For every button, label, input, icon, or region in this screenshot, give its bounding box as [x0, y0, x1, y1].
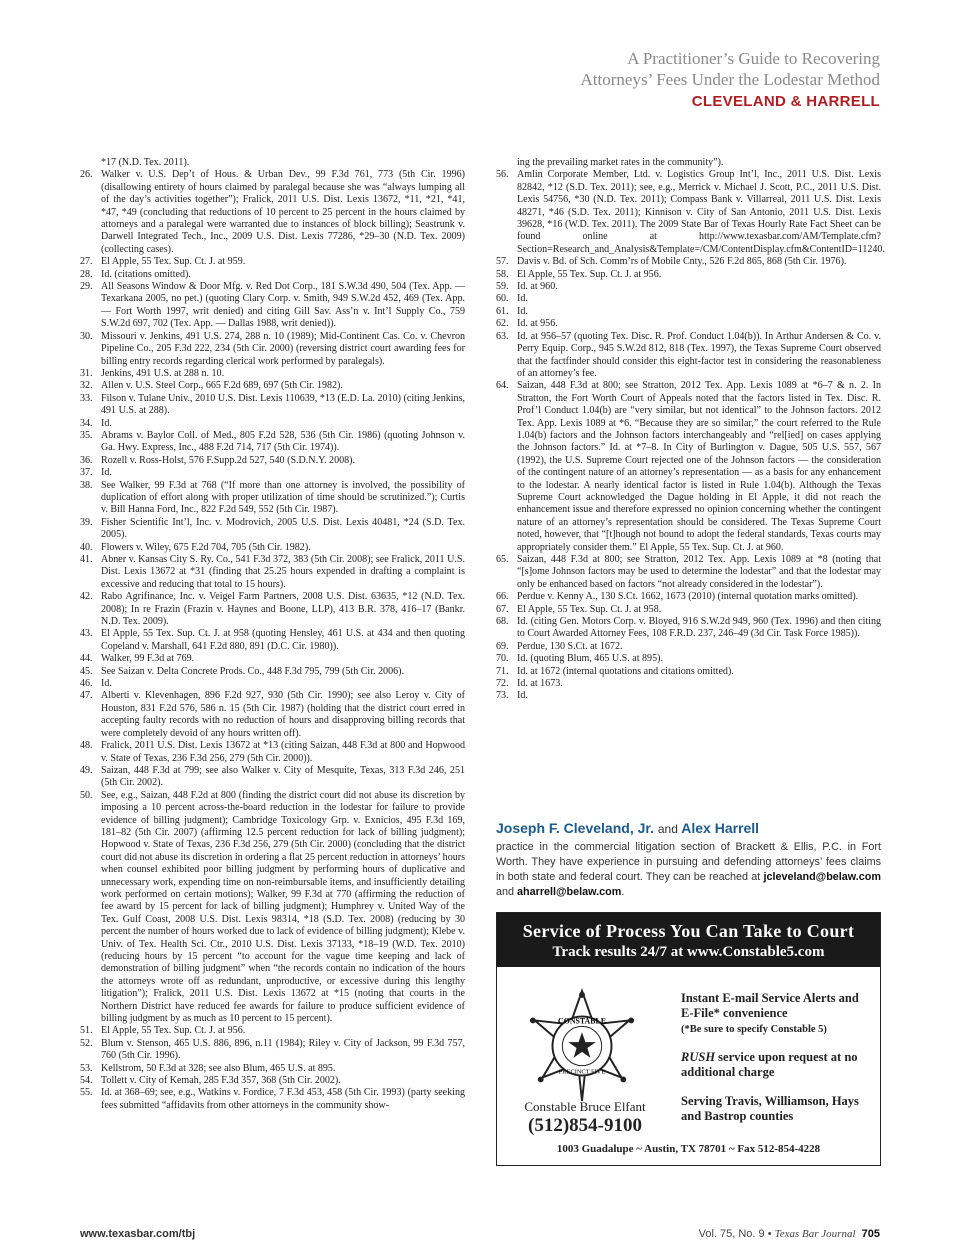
endnote-text: Davis v. Bd. of Sch. Comm’rs of Mobile Cnty., 526 F.2d 865, 868 (5th Cir. 1976). — [517, 256, 847, 268]
endnote — [80, 331, 465, 368]
header-title-line1: A Practitioner’s Guide to Recovering — [627, 49, 880, 68]
running-header — [581, 48, 880, 110]
endnote-text: Id. — [517, 305, 528, 317]
endnote-text: Id. (quoting Blum, 465 U.S. at 895). — [517, 653, 663, 665]
email-link[interactable]: jcleveland@belaw.com — [763, 871, 881, 883]
endnote-text: Perdue v. Kenny A., 130 S.Ct. 1662, 1673 (2010) (internal quotation marks omitted). — [517, 591, 859, 603]
feature-counties: Serving Travis, Williamson, Hays and Bastrop counties — [681, 1094, 859, 1123]
endnote-number: 49. — [80, 764, 93, 776]
feature-rush-service — [681, 1050, 871, 1080]
endnote-continuation: *17 (N.D. Tex. 2011). — [101, 157, 190, 168]
endnote — [80, 418, 465, 430]
bio-end: . — [621, 886, 625, 898]
endnote — [496, 554, 881, 591]
endnote-text: El Apple, 55 Tex. Sup. Ct. J. at 956. — [517, 268, 662, 280]
endnote — [80, 380, 465, 392]
endnote-text: Saizan, 448 F.3d at 800; see Stratton, 2012 Tex. App. Lexis 1089 at *6–7 & n. 2. In Stratton, the Fort Worth Court of Appeals noted that the factors listed in Tex. Disc. R. Prof’l Conduct 1.04(b) are “very similar, but not identical” to the Johnson factors. 2012 Tex. App. Lexis 1089 at *6. “Because they are so similar,” the court referred to the Rule 1.04(b) factors and the Johnson factors interchangeably and “rel[ied] on cases applying the Johnson factors.” Id. at *7–8. In City of Burlington v. Dague, 505 U.S. 557, 567 (1992), the U.S. Supreme Court rejected one of the Johnson factors — the consideration of the contingent nature of an attorney’s representation — as a basis for any enhancement to the lodestar. A nearly identical factor is listed in Rule 1.04(b). Although the Texas Supreme Court acknowledged the Dague holding in El Apple, it did not reach the enhancement issue and therefore expressed no opinion concerning whether the contingent nature of an attorney’s representation should be considered. The Texas Supreme Court noted, however, that “[t]hough not bound to adopt the federal standards, Texas courts may appropriately consider them.” El Apple, 55 Tex. Sup. Ct. J. at 960. — [517, 380, 881, 553]
endnote-number: 72. — [496, 678, 509, 690]
endnote-number: 67. — [496, 603, 509, 615]
endnote-number: 29. — [80, 281, 93, 293]
endnote — [496, 269, 881, 281]
endnote-number: 39. — [80, 516, 93, 528]
endnote-text: Id. at 956–57 (quoting Tex. Disc. R. Prof. Conduct 1.04(b)). In Arthur Andersen & Co. v. Perry Equip. Corp., 945 S.W.2d 812, 818 (Tex. 1997), the Texas Supreme Court observed that the factfinder should consider this eight-factor test in considering the reasonableness of an attorney’s fee. — [517, 330, 881, 379]
endnote-text: Fralick, 2011 U.S. Dist. Lexis 13672 at *13 (citing Saizan, 448 F.3d at 800 and Hopwood v. State of Texas, 236 F.3d 256, 279 (5th Cir. 2000)). — [101, 740, 465, 764]
author-and: and — [657, 822, 678, 836]
endnote-text: Id. at 1672 (internal quotations and citations omitted). — [517, 665, 734, 677]
phone-number[interactable]: (512)854-9100 — [528, 1115, 642, 1136]
feature-email-alerts — [681, 991, 871, 1037]
endnote-text: Id. — [101, 467, 112, 479]
endnote-number: 45. — [80, 665, 93, 677]
endnote — [80, 256, 465, 268]
endnote — [80, 455, 465, 467]
endnote-text: Rabo Agrifinance, Inc. v. Veigel Farm Partners, 2008 U.S. Dist. 63635, *12 (N.D. Tex. 2008); In re Frazin (Frazin v. Haynes and Boone, LLP), 413 B.R. 378, 416–17 (Bankr. N.D. Tex. 2009). — [101, 591, 465, 628]
ad-headline: Service of Process You Can Take to Court — [522, 921, 855, 941]
endnote — [496, 380, 881, 554]
endnote-number: 34. — [80, 417, 93, 429]
endnote — [496, 293, 881, 305]
footer-page-info — [699, 1228, 880, 1240]
endnote — [80, 480, 465, 517]
footer-journal: Texas Bar Journal — [774, 1228, 856, 1240]
endnote-text: Abrams v. Baylor Coll. of Med., 805 F.2d 528, 536 (5th Cir. 1986) (quoting Johnson v. Ga. Hwy. Express, Inc., 488 F.2d 714, 717 (5th Cir. 1974)). — [101, 429, 465, 454]
endnote-number: 27. — [80, 256, 93, 268]
bio-joiner: and — [496, 886, 515, 898]
endnote-number: 50. — [80, 789, 93, 801]
endnote — [496, 591, 881, 603]
endnote — [496, 616, 881, 641]
endnote-text: Saizan, 448 F.3d at 800; see Stratton, 2012 Tex. App. Lexis 1089 at *8 (noting that “[s]ome Johnson factors may be used to determine the lodestar” and that the lodestar may only be enhanced based on factors “not already considered in the lodestar”). — [517, 554, 881, 590]
endnotes-left-column — [80, 157, 465, 1112]
endnote-number: 41. — [80, 554, 93, 565]
endnote-text: Walker, 99 F.3d at 769. — [101, 653, 195, 665]
email-link[interactable]: aharrell@belaw.com — [517, 886, 622, 898]
bio-body: practice in the commercial litigation section of Brackett & Ellis, P.C. in Fort Worth. They have experience in pursuing and defending attorneys’ fees claims in both state and federal court. They can be reached at — [496, 841, 881, 883]
endnote-number: 55. — [80, 1087, 93, 1099]
endnote-text: Jenkins, 491 U.S. at 288 n. 10. — [101, 367, 225, 379]
page-number: 705 — [861, 1228, 880, 1240]
endnote-number: 36. — [80, 454, 93, 466]
ad-banner — [497, 913, 880, 967]
constable-advertisement — [496, 912, 881, 1166]
endnote-number: 56. — [496, 169, 509, 181]
endnote — [80, 666, 465, 678]
constable-star-badge-icon — [523, 987, 641, 1105]
constable-name: Constable Bruce Elfant — [524, 1099, 646, 1114]
endnote-number: 33. — [80, 392, 93, 404]
endnote — [80, 467, 465, 479]
endnote — [80, 269, 465, 281]
endnote-number: 59. — [496, 281, 509, 293]
endnote-number: 71. — [496, 665, 509, 677]
header-title-line2: Attorneys’ Fees Under the Lodestar Method — [580, 70, 880, 89]
endnote — [80, 554, 465, 591]
endnote — [80, 1025, 465, 1037]
endnote-number: 44. — [80, 653, 93, 665]
endnote-text: Kellstrom, 50 F.3d at 328; see also Blum, 465 U.S. at 895. — [101, 1062, 336, 1074]
endnote-text: Id. (citing Gen. Motors Corp. v. Bloyed, 916 S.W.2d 949, 960 (Tex. 1996) and then citing to Court Awarded Attorney Fees, 108 F.R.D. 237, 246–49 (3d Cir. Task Force 1985)). — [517, 616, 881, 640]
badge-top-text: CONSTABLE — [558, 1016, 606, 1026]
endnote-text: Id. at 956. — [517, 318, 558, 330]
endnote — [80, 542, 465, 554]
footer-volume: Vol. 75, No. 9 — [698, 1228, 765, 1240]
endnote-text: See Saizan v. Delta Concrete Prods. Co., 448 F.3d 795, 799 (5th Cir. 2006). — [101, 665, 404, 677]
footer-url[interactable]: www.texasbar.com/tbj — [80, 1228, 196, 1240]
author-name: Joseph F. Cleveland, Jr. — [496, 820, 654, 836]
endnote-number: 57. — [496, 256, 509, 268]
endnote-number: 37. — [80, 467, 93, 479]
endnote — [496, 331, 881, 381]
endnote — [80, 628, 465, 653]
endnote-number: 42. — [80, 591, 93, 603]
header-authors: CLEVELAND & HARRELL — [691, 93, 880, 110]
endnote-text: Fisher Scientific Int’l, Inc. v. Modrovich, 2005 U.S. Dist. Lexis 40481, *24 (S.D. Tex. 2005). — [101, 516, 465, 541]
endnote-text: Filson v. Tulane Univ., 2010 U.S. Dist. Lexis 110639, *13 (E.D. La. 2010) (citing Jenkins, 491 U.S. at 288). — [101, 392, 465, 417]
endnotes-right-column — [496, 157, 885, 703]
endnote-number: 65. — [496, 554, 509, 565]
endnote-number: 70. — [496, 653, 509, 665]
endnote-number: 66. — [496, 591, 509, 603]
endnote — [496, 678, 881, 690]
endnote-number: 47. — [80, 690, 93, 702]
endnote-number: 62. — [496, 318, 509, 330]
endnote-number: 60. — [496, 293, 509, 305]
feature-note: (*Be sure to specify Constable 5) — [681, 1024, 827, 1035]
endnote-number: 73. — [496, 690, 509, 702]
endnote-text: El Apple, 55 Tex. Sup. Ct. J. at 958. — [517, 603, 662, 615]
endnote-text: Saizan, 448 F.3d at 799; see also Walker v. City of Mesquite, Texas, 313 F.3d 246, 251 (5th Cir. 2002). — [101, 764, 465, 789]
endnote-text: Rozell v. Ross-Holst, 576 F.Supp.2d 527, 540 (S.D.N.Y. 2008). — [101, 454, 356, 466]
endnote-number: 30. — [80, 330, 93, 342]
endnote — [80, 790, 465, 1026]
endnote-text: See, e.g., Saizan, 448 F.2d at 800 (finding the district court did not abuse its discretion by imposing a 10 percent across-the-board reduction in the lodestar for failure to provide evidence of billing judgment); Cambridge Toxicology Grp. v. Exnicios, 495 F.3d 169, 181–82 (5th Cir. 2007) (affirming 12.5 percent reduction for lack of billing judgment); Hopwood v. State of Texas, 236 F.3d 256, 279 (5th Cir. 2000) (concluding that the district court did not abuse its discretion in ordering a flat 25 percent reduction in attorneys’ hours when counsel exhibited poor billing judgment by performing hours of duplicative and unnecessary work, expending time on non-reimbursable items, and insufficiently detailing work performed on certain motions); Walker, 99 F.3d at 770 (affirming the reduction of fee award by 15 percent for lack of billing judgment); Humphrey v. United Way of the Tex. Gulf Coast, 2008 U.S. Dist. Lexis 98314, *18 (S.D. Tex. 2008) (reducing by 30 percent the number of hours worked due to lack of evidence of billing judgment); Klebe v. Univ. of Tex. Health Sci. Ctr., 2010 U.S. Dist. Lexis 37133, *18–19 (W.D. Tex. 2010) (reducing hours by 15 percent “to account for the vague time keeping and lack of demonstration of billing judgment” when “the records contain no indication of the hours the attorneys wrote off as redundant, unproductive, or excessive during this lengthy litigation”); Fralick, 2011 U.S. Dist. Lexis 13672 at *15 (noting that courts in the Northern District have reduced fee awards for failure to produce sufficient evidence of billing judgment by as much as 10 percent to 15 percent). — [101, 789, 465, 1025]
endnote — [496, 281, 881, 293]
endnote — [80, 281, 465, 331]
endnote-number: 54. — [80, 1075, 93, 1087]
endnote-text: All Seasons Window & Door Mfg. v. Red Dot Corp., 181 S.W.3d 490, 504 (Tex. App. — Texarkana 2005, no pet.) (quoting Clary Corp. v. Smith, 949 S.W.2d 452, 469 (Tex. App. — Fort Worth 1997, writ denied) and citing Gill Sav. Ass’n v. Int’l Supply Co., 759 S.W.2d 697, 702 (Tex. App. — Dallas 1988, writ denied)). — [101, 281, 465, 330]
endnote-number: 63. — [496, 330, 509, 342]
endnote — [496, 666, 881, 678]
endnote — [80, 517, 465, 542]
endnote-text: Abner v. Kansas City S. Ry. Co., 541 F.3d 372, 383 (5th Cir. 2008); see Fralick, 2011 U.S. Dist. Lexis 13672 at *31 (finding that 25.25 hours expended in drafting a complaint is excessive and reducing that total to 15 hours). — [101, 554, 465, 590]
endnote — [80, 690, 465, 740]
endnote-text: Perdue, 130 S.Ct. at 1672. — [517, 640, 623, 652]
endnote-text: Walker v. U.S. Dep’t of Hous. & Urban Dev., 99 F.3d 761, 773 (5th Cir. 1996) (disallowing entirety of hours claimed by paralegal because she was “always lumping all of the day’s activities together”); Fralick, 2011 U.S. Dist. Lexis 13672, *11, *21, *41, *47, *49 (concluding that reductions of 10 percent to 25 percent in the hours claimed by attorneys and a paralegal were warranted due to instances of block billing); Seastrunk v. Darwell Integrated Tech., Inc., 2009 U.S. Dist. Lexis 77286, *29–30 (N.D. Tex. 2009) (collecting cases). — [101, 169, 465, 255]
endnote-number: 68. — [496, 616, 509, 628]
footer-bullet: • — [767, 1228, 772, 1240]
endnote-number: 51. — [80, 1025, 93, 1037]
endnote-text: Alberti v. Klevenhagen, 896 F.2d 927, 930 (5th Cir. 1990); see also Leroy v. City of Houston, 831 F.2d 576, 586 n. 15 (5th Cir. 1987) (holding that the district court erred in accepting faulty records with no reduction of hours and disapproving billing records that were completely devoid of any hours written off). — [101, 690, 465, 739]
endnote-number: 46. — [80, 678, 93, 690]
endnote-text: Allen v. U.S. Steel Corp., 665 F.2d 689, 697 (5th Cir. 1982). — [101, 380, 343, 392]
ad-address: 1003 Guadalupe ~ Austin, TX 78701 ~ Fax 512-854-4228 — [556, 1143, 821, 1155]
endnote — [80, 678, 465, 690]
endnote — [496, 318, 881, 330]
endnote-number: 69. — [496, 640, 509, 652]
endnote-number: 28. — [80, 268, 93, 280]
endnote-text: Amlin Corporate Member, Ltd. v. Logistics Group Int’l, Inc., 2011 U.S. Dist. Lexis 82842, *12 (S.D. Tex. 2011); see, e.g., Merrick v. Michael J. Scott, P.C., 2011 U.S. Dist. Lexis 54756, *30 (N.D. Tex. 2011); Compass Bank v. Villarreal, 2011 U.S. Dist. Lexis 48271, *46 (S.D. Tex. 2011); Kinnison v. City of San Antonio, 2011 U.S. Dist. Lexis 39628, *16 (W.D. Tex. 2011). The 2009 State Bar of Texas Hourly Rate Fact Sheet can be found online at http://www.texasbar.com/AM/Template.cfm?Section=Research_and_Analysis&Template=/CM/ContentDisplay.cfm&ContentID=11240. — [517, 169, 885, 255]
endnote-number: 58. — [496, 268, 509, 280]
endnote-number: 53. — [80, 1062, 93, 1074]
bio-text — [496, 840, 881, 900]
endnote-text: Flowers v. Wiley, 675 F.2d 704, 705 (5th Cir. 1982). — [101, 541, 311, 553]
endnote-text: El Apple, 55 Tex. Sup. Ct. J. at 958 (quoting Hensley, 461 U.S. at 434 and then quoting Copeland v. Marshall, 641 F.2d 880, 891 (D.C. Cir. 1980)). — [101, 628, 465, 652]
endnote — [80, 393, 465, 418]
endnote — [80, 1063, 465, 1075]
endnote-text: Id. (citations omitted). — [101, 268, 191, 280]
endnote-text: Id. — [101, 417, 112, 429]
endnote — [80, 1038, 465, 1063]
endnote-text: Blum v. Stenson, 465 U.S. 886, 896, n.11 (1984); Riley v. City of Jackson, 99 F.3d 757, 760 (5th Cir. 1996). — [101, 1037, 465, 1062]
endnote — [496, 641, 881, 653]
endnote — [496, 169, 885, 256]
rush-label: RUSH — [681, 1050, 716, 1064]
ad-subheadline[interactable]: Track results 24/7 at www.Constable5.com — [552, 944, 825, 960]
endnote-number: 64. — [496, 380, 509, 392]
endnote-number: 32. — [80, 380, 93, 392]
endnote-text: Id. at 960. — [517, 281, 558, 293]
endnote-text: Id. at 1673. — [517, 678, 563, 690]
endnote — [496, 306, 881, 318]
endnote-number: 31. — [80, 367, 93, 379]
author-name: Alex Harrell — [681, 820, 760, 836]
endnote — [496, 256, 881, 268]
endnote-number: 43. — [80, 628, 93, 640]
badge-bottom-text: PRECINCT FIVE — [558, 1068, 606, 1076]
endnote — [496, 604, 881, 616]
endnote — [496, 690, 881, 702]
endnote-text: Tollett v. City of Kemah, 285 F.3d 357, 368 (5th Cir. 2002). — [101, 1075, 341, 1087]
endnote — [80, 591, 465, 628]
endnote-text: El Apple, 55 Tex. Sup. Ct. J. at 959. — [101, 256, 246, 268]
author-names — [496, 820, 881, 836]
endnote-continuation: ing the prevailing market rates in the community”). — [517, 157, 724, 168]
endnote — [80, 169, 465, 256]
endnote — [496, 653, 881, 665]
endnote-text: Id. — [517, 293, 528, 305]
author-bio — [496, 820, 881, 900]
endnote — [80, 765, 465, 790]
endnote-number: 38. — [80, 479, 93, 491]
endnote — [80, 1075, 465, 1087]
endnote — [80, 653, 465, 665]
endnote-number: 61. — [496, 305, 509, 317]
endnote — [80, 740, 465, 765]
endnote-text: Id. — [517, 690, 528, 702]
endnote-number: 48. — [80, 740, 93, 752]
endnote-text: Missouri v. Jenkins, 491 U.S. 274, 288 n. 10 (1989); Mid-Continent Cas. Co. v. Chevron Pipeline Co., 205 F.3d 222, 234 (5th Cir. 2000) (reversing district court awarding fees for billing entry records regarding clerical work performed by paralegals). — [101, 330, 465, 367]
endnote-number: 35. — [80, 429, 93, 441]
endnote-number: 40. — [80, 541, 93, 553]
endnote-text: El Apple, 55 Tex. Sup. Ct. J. at 956. — [101, 1025, 246, 1037]
endnote — [80, 368, 465, 380]
endnote — [80, 1087, 465, 1112]
endnote-text: Id. at 368–69; see, e.g., Watkins v. Fordice, 7 F.3d 453, 458 (5th Cir. 1993) (party seeking fees submitted “affidavits from other attorneys in the community show- — [101, 1087, 465, 1111]
endnote-text: Id. — [101, 678, 112, 690]
endnote-number: 52. — [80, 1037, 93, 1049]
feature-text: Instant E-mail Service Alerts and E-File* convenience — [681, 991, 859, 1020]
endnote — [80, 430, 465, 455]
feature-text: service upon request at no additional charge — [681, 1050, 858, 1079]
endnote-number: 26. — [80, 169, 93, 181]
endnote-text: See Walker, 99 F.3d at 768 (“If more than one attorney is involved, the possibility of duplication of effort along with proper utilization of time should be scrutinized.”); Curtis v. Bill Hanna Ford, Inc., 822 F.2d 549, 552 (5th Cir. 1987). — [101, 479, 465, 516]
